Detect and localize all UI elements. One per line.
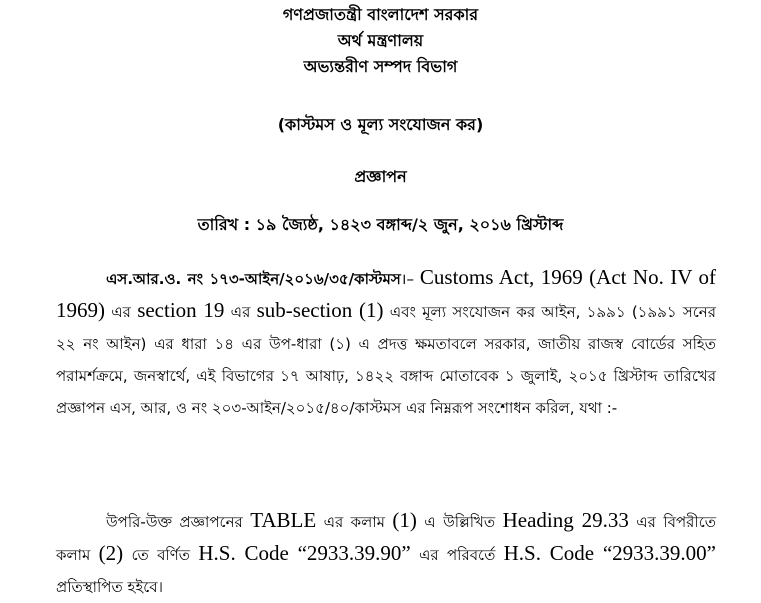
paragraph-text: এর কলাম [316, 513, 393, 531]
paragraph-substitution [56, 505, 716, 603]
paragraph-text: Heading 29.33 [502, 508, 629, 532]
paragraph-text: উপরি-উক্ত প্রজ্ঞাপনের [106, 513, 251, 531]
paragraph-text: এর পরিবর্তে [410, 546, 504, 564]
government-header [0, 2, 761, 80]
ministry-name: অর্থ মন্ত্রণালয় [337, 31, 424, 50]
paragraph-text: এবং মূল্য সংযোজন কর আইন, ১৯৯১ (১৯৯১ সনের ২২ নং আইন) এর ধারা ১৪ এর উপ-ধারা (১) এ প্রদত্ত ক্ষমতাবলে সরকার, জাতীয় রাজস্ব বোর্ডের সহিত পরামর্শক্রমে, জনস্বার্থে, এই বিভাগের ১৭ আষাঢ়, ১৪২২ বঙ্গাব্দ মোতাবেক ১ জুলাই, ২০১৫ খ্রিস্টাব্দ তারিখের প্রজ্ঞাপন এস, আর, ও নং ২০৩-আইন/২০১৫/৪০/কাস্টমস এর নিম্নরূপ সংশোধন করিল, যথা :- [56, 303, 717, 417]
notification-title: প্রজ্ঞাপন [354, 167, 407, 186]
paragraph-text: প্রতিস্থাপিত হইবে। [56, 578, 163, 596]
subject-line: (কাস্টমস ও মূল্য সংযোজন কর) [277, 115, 484, 134]
paragraph-text: (2) [98, 541, 124, 565]
date-line: তারিখ : ১৯ জ্যৈষ্ঠ, ১৪২৩ বঙ্গাব্দ/২ জুন, ২০১৬ খ্রিস্টাব্দ [197, 215, 564, 234]
sro-number: এস.আর.ও. নং ১৭৩-আইন/২০১৬/৩৫/কাস্টমস [106, 270, 401, 288]
paragraph-text: এর [224, 303, 257, 321]
paragraph-text: এর বিপরীতে কলাম [56, 513, 716, 564]
paragraph-indent [56, 268, 106, 289]
paragraph-text: Customs Act, 1969 (Act No. IV of 1969) [56, 265, 717, 322]
paragraph-text: ।– [400, 270, 420, 288]
paragraph-indent [56, 511, 106, 532]
paragraph-text: section 19 [137, 298, 225, 322]
paragraph-text: এর [105, 303, 138, 321]
government-name: গণপ্রজাতন্ত্রী বাংলাদেশ সরকার [282, 5, 479, 24]
paragraph-amendment-order [56, 262, 716, 424]
paragraph-text: এ উল্লিখিত [416, 513, 503, 531]
paragraph-text: sub-section (1) [256, 298, 384, 322]
paragraph-text: (1) [392, 508, 417, 532]
paragraph-text: তে বর্ণিত [123, 546, 199, 564]
paragraph-text: H.S. Code “2933.39.90” [198, 541, 411, 565]
paragraph-text: H.S. Code “2933.39.00” [503, 541, 716, 565]
division-name: অভ্যন্তরীণ সম্পদ বিভাগ [303, 57, 458, 76]
paragraph-text: TABLE [250, 508, 317, 532]
